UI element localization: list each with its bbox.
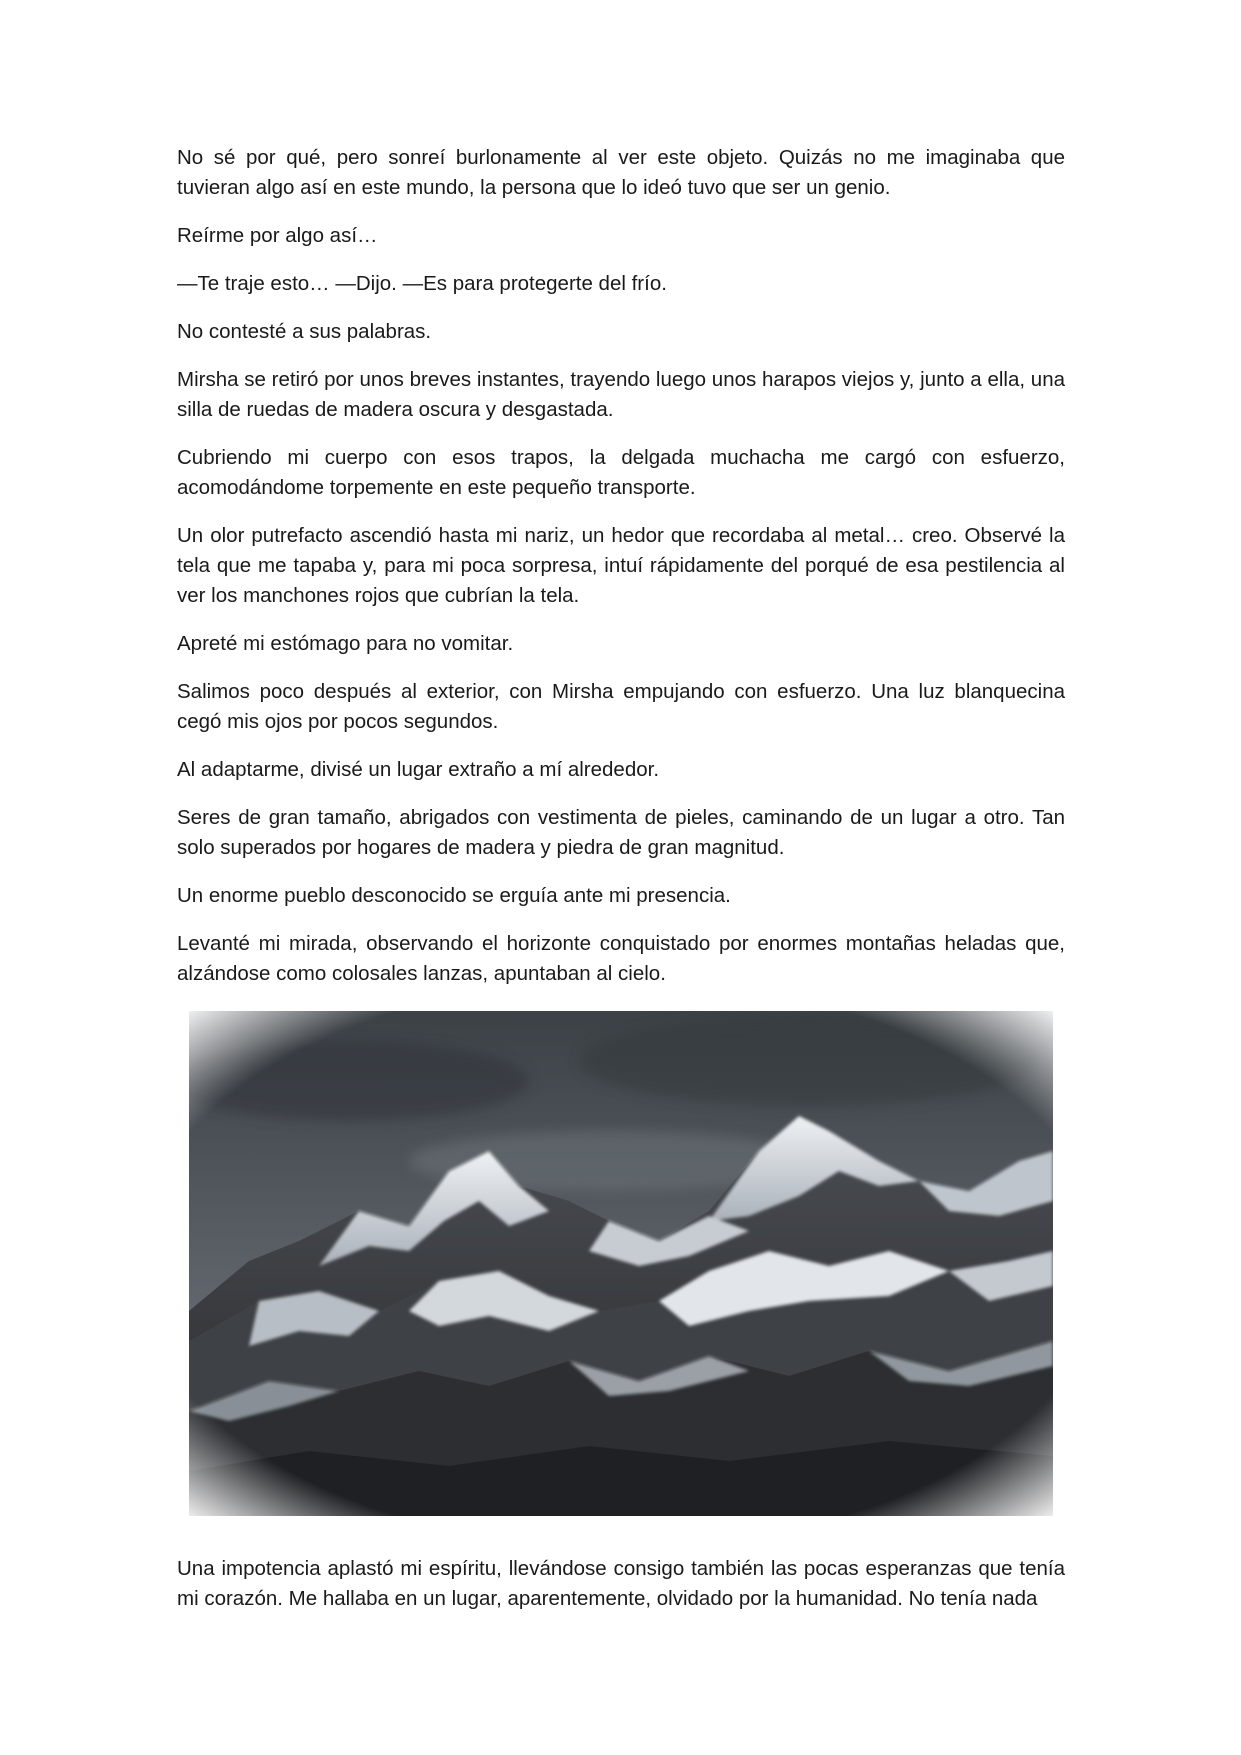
paragraph-9: Salimos poco después al exterior, con Mirsha empujando con esfuerzo. Una luz blanquecina cegó mis ojos por pocos segundos. [177, 680, 1065, 733]
mountain-illustration [189, 1011, 1053, 1516]
paragraph-14: Una impotencia aplastó mi espíritu, llevándose consigo también las pocas esperanzas que tenía mi corazón. Me hallaba en un lugar, aparentemente, olvidado por la humanidad. No tenía nada [177, 1557, 1065, 1610]
paragraph-2: Reírme por algo así… [177, 224, 378, 247]
paragraph-13: Levanté mi mirada, observando el horizonte conquistado por enormes montañas heladas que, alzándose como colosales lanzas, apuntaban al cielo. [177, 932, 1065, 985]
paragraph-7: Un olor putrefacto ascendió hasta mi nariz, un hedor que recordaba al metal… creo. Observé la tela que me tapaba y, para mi poca sorpresa, intuí rápidamente del porqué de esa pestilencia al ver los manchones rojos que cubrían la tela. [177, 524, 1065, 607]
paragraph-12: Un enorme pueblo desconocido se erguía ante mi presencia. [177, 884, 731, 907]
paragraph-10: Al adaptarme, divisé un lugar extraño a mí alrededor. [177, 758, 660, 781]
paragraph-6: Cubriendo mi cuerpo con esos trapos, la delgada muchacha me cargó con esfuerzo, acomodándome torpemente en este pequeño transporte. [177, 446, 1065, 499]
mountain-illustration-svg [189, 1011, 1053, 1516]
paragraph-8: Apreté mi estómago para no vomitar. [177, 632, 514, 655]
vignette [189, 1011, 1053, 1516]
paragraph-1: No sé por qué, pero sonreí burlonamente al ver este objeto. Quizás no me imaginaba que tuvieran algo así en este mundo, la persona que lo ideó tuvo que ser un genio. [177, 146, 1065, 199]
paragraph-4: No contesté a sus palabras. [177, 320, 432, 343]
paragraph-11: Seres de gran tamaño, abrigados con vestimenta de pieles, caminando de un lugar a otro. Tan solo superados por hogares de madera y piedra de gran magnitud. [177, 806, 1065, 859]
document-page [177, 143, 1065, 1632]
paragraph-5: Mirsha se retiró por unos breves instantes, trayendo luego unos harapos viejos y, junto a ella, una silla de ruedas de madera oscura y desgastada. [177, 368, 1065, 421]
paragraph-3: —Te traje esto… —Dijo. —Es para protegerte del frío. [177, 272, 667, 295]
